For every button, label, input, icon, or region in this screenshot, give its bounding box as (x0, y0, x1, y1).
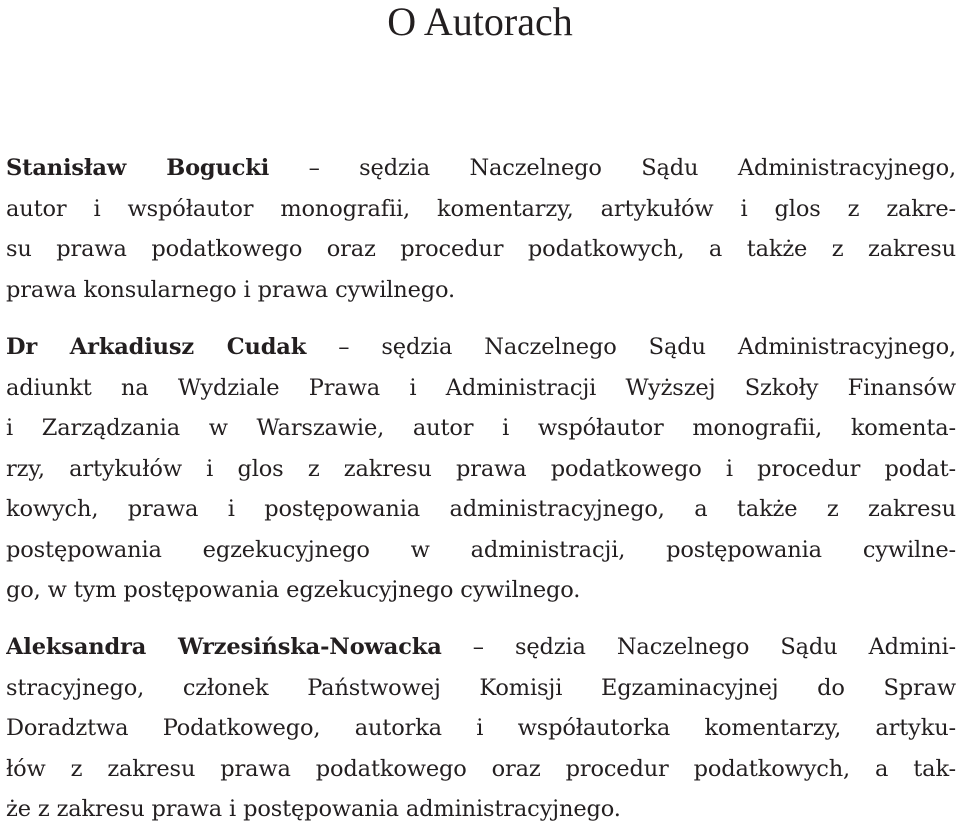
bio-line: że z zakresu prawa i postępowania administracyjnego. (6, 796, 621, 822)
bio-line: su prawa podatkowego oraz procedur podatkowych, a także z zakresu (6, 236, 956, 262)
bio-line: adiunkt na Wydziale Prawa i Administracji Wyższej Szkoły Finansów (6, 374, 956, 401)
bio-line: i Zarządzania w Warszawie, autor i współautor monografii, komenta- (6, 415, 956, 441)
author-bio-cudak (6, 327, 956, 611)
author-bio-bogucki (6, 148, 956, 310)
author-bio-wrzesinska-nowacka (6, 627, 956, 830)
bio-line: Doradztwa Podatkowego, autorka i współautorka komentarzy, artyku- (6, 715, 956, 741)
document-page (6, 0, 956, 823)
bio-line: Stanisław Bogucki – sędzia Naczelnego Sądu Administracyjnego, (6, 155, 956, 181)
bio-line: kowych, prawa i postępowania administracyjnego, a także z zakresu (6, 496, 956, 522)
bio-line: Dr Arkadiusz Cudak – sędzia Naczelnego Sądu Administracyjnego, (6, 334, 956, 360)
author-name: Stanisław Bogucki (6, 155, 270, 181)
bio-line: postępowania egzekucyjnego w administracji, postępowania cywilne- (6, 536, 956, 563)
bio-line: stracyjnego, członek Państwowej Komisji Egzaminacyjnej do Spraw (6, 674, 956, 701)
author-name: Dr Arkadiusz Cudak (6, 334, 307, 360)
bio-line: Aleksandra Wrzesińska-Nowacka – sędzia Naczelnego Sądu Admini- (6, 634, 956, 660)
bio-line: autor i współautor monografii, komentarzy, artykułów i glos z zakre- (6, 195, 956, 222)
bio-line: łów z zakresu prawa podatkowego oraz procedur podatkowych, a tak- (6, 755, 956, 782)
bio-line: prawa konsularnego i prawa cywilnego. (6, 276, 456, 303)
bio-line: go, w tym postępowania egzekucyjnego cywilnego. (6, 577, 581, 603)
bio-line: rzy, artykułów i glos z zakresu prawa podatkowego i procedur podat- (6, 455, 956, 482)
page-title: O Autorach (387, 0, 573, 44)
author-name: Aleksandra Wrzesińska-Nowacka (6, 634, 442, 660)
